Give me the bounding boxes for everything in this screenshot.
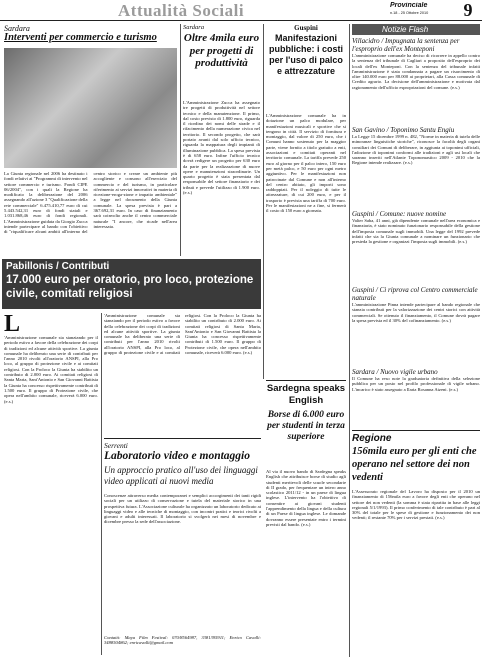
article-body: 'Amministrazione comunale sta stanziando per il periodo estivo a favore della celebrazione dei corpi di tradizioni ed alcune attività sportive. La giunta comunale ha deliberato una serie di contributi per l'anno 2010 rivolti all'oratorio ANSPI, alla Pro loco, al gruppo di protezione civile e ai comitati religiosi. Con la Proloco la Giunta ha stabilito un contributo di 2.000 euro. Ai comitati religiosi di Santa Maria, Sant'Antonio e San Giovanni Battista la Giunta ha concesso rispettivamente contributi di 1.500 euro. Il gruppo di Protezione civile, che opera nell'ambito comunale, riceverà 6.000 euro. (e.s.) (4, 335, 98, 404)
flash-item-body: La Legge 15 dicembre 1999 n. 482, "Norme in materia di tutela delle minoranze linguistiche storiche", riconosce la facoltà degli organi consiliari dei Comuni di deliberare, in aggiunta ai toponimi ufficiali, l'adozione di toponimi conformi alle tradizioni e agli usi locali che saranno inseriti nell'Atlante Toponomastico 2009 - 2010 che la Regione intende realizzare. (e.s.) (352, 134, 480, 166)
flash-item (352, 286, 480, 364)
guspini-article (266, 24, 346, 356)
article-body: L'Amministrazione Zucca ha assegnato tre progetti di produttività nel settore tecnico e della manutenzione. Il primo, dal costo previsto di 1.800 euro, riguarda il riordino dei nomi delle strade e il rifacimento della numerazione civica nel territorio. Il secondo progetto, che sarà portato avanti dal solo ufficio tecnico, riguarda la mappatura degli impianti di illuminazione pubblica. La spesa prevista è di 658 euro. Infine l'ufficio tecnico dovrà redigere un progetto per 630 euro da parte per la realizzazione di nuove opere e manutenzioni straordinarie. Un quarto progetto è stata presentata dal responsabile del settore finanziario e dei tributi e prevede l'utilizzo di 1.900 euro. (e.s.) (183, 100, 260, 196)
banner-kicker: Pabillonis / Contributi (6, 261, 110, 272)
article-kicker: Sardara (4, 24, 30, 33)
article-body: L'Assessorato regionale del Lavoro ha disposto per il 2010 un finanziamento di 156mila euro a favore degli enti che operano nel settore dei non vedenti (la somma è stata ripartita in base alle leggi regionali 5/1/1993). Il primo conferimento di tale contributo è pari al 30% del totale per le spese di gestione e funzionamento dei non vedenti; il restante 70% per i servizi prestati. (e.s.) (352, 489, 480, 521)
serrenti-intro-body: 'Amministrazione comunale sta stanziando per il periodo estivo a favore della celebrazione dei corpi di tradizioni ed alcune attività sportive. La giunta comunale ha deliberato una serie di contributi per l'anno 2010 rivolti all'oratorio ANSPI, alla Pro loco, al gruppo di protezione civile e ai comitati religiosi. Con la Proloco la Giunta ha stabilito un contributo di 2.000 euro. Ai comitati religiosi di Santa Maria, Sant'Antonio e San Giovanni Battista la Giunta ha concesso rispettivamente contributi di 1.500 euro. Il gruppo di Protezione civile, che opera nell'ambito comunale, riceverà 6.000 euro. (e.s.) (104, 313, 261, 356)
masthead (0, 0, 482, 20)
sardegna-article (266, 383, 346, 655)
flash-item-body: L'amministrazione Pinna intende partecipare al bando regionale che stanzia contributi per la valorizzazione dei centri storici con attività commerciali. Se ottenuto il finanziamento, il Comune dovrà pagare la spesa prevista ed il 30% del cofinanziamento. (e.s.) (352, 302, 480, 323)
flash-item-title: Villacidro / Impugnata la sentenza per l'esproprio dell'ex Monteponi (352, 37, 460, 53)
flash-item (352, 210, 480, 282)
article-headline: Interventi per commercio e turismo (4, 32, 157, 43)
sardara-article (4, 24, 177, 256)
article-photo (4, 48, 177, 168)
flash-item (352, 37, 480, 123)
banner-headline: 17.000 euro per oratorio, pro loco, protezione civile, comitati religiosi (6, 274, 254, 300)
flash-item-body: Valter Saba, 41 anni, già dipendente comunale nell'area economica e finanziaria, è stato nominato funzionario responsabile della gestione dell'imposta comunale sugli immobili. Una legge del 1992 prevede infatti che sia la Giunta comunale a nominare un funzionario che presieda la gestione e organizzi l'imposta sugli immobili. (e.s.) (352, 218, 480, 245)
page-number: 9 (463, 0, 473, 20)
flash-item-title: Guspini / Ci riprova col Centro commerciale naturale (352, 286, 478, 302)
article-contacts: Contatti: Maya Film Festival: 070/8564987, 3381395911; Enrico Cavalli: 3488504862; enricavalli@gmail.com (104, 635, 261, 646)
article-subhead: Un approccio pratico all'uso dei linguaggi video applicati ai nuovi media (104, 465, 258, 486)
drop-cap: L (4, 313, 20, 335)
flash-item-body: Il Comune ha reso note la graduatoria definitiva della selezione pubblica per un posto nel profilo professionale di vigile urbano. L'incarico è stato assegnato a Ilaria Rosanna Atzeni. (e.s.) (352, 376, 480, 392)
flash-item-body: L'amministrazione comunale ha deciso di ricorrere in appello contro la sentenza del tribunale di Cagliari a proposito dell'esproprio dei locali dell'ex Monteponi. Con la sentenza del tribunale infatti l'amministrazione è stata condannata a pagare un risarcimento di oltre 140.000 euro per 88.000 ai proprietari, alla Cassa comunale di Credito agrario. La decisione dell'amministrazione e motivata dal ragionamento dell'ufficio espropriazioni del comune. (e.s.) (352, 53, 480, 90)
article-kicker: Sardegna speaks English (266, 383, 346, 406)
pabillonis-article (4, 313, 98, 655)
article-headline: Manifestazioni pubbliche: i costi per l'uso di palco e attrezzature (268, 33, 343, 76)
notizie-flash (352, 24, 480, 428)
section-banner: Notizie Flash (352, 24, 480, 35)
flash-item (352, 368, 480, 428)
article-body: Al via il nuovo bando di Sardegna speaks English che attribuisce borse di studio agli studenti meritevoli delle scuole secondarie di II grado, per frequentare un intero anno scolastico 2011/12 - in un paese di lingua inglese. L'intervento ha l'obiettivo di consentire ai giovani studenti l'apprendimento della lingua e della cultura di un Paese di lingua inglese. Le domande dovranno essere presentate entro i termini previsti dal bando. (e.s.) (266, 469, 346, 527)
article-kicker: Serrenti (104, 441, 128, 450)
article-headline: Borse di 6.000 euro per studenti in terza superiore (267, 410, 345, 442)
article-headline: Oltre 4mila euro per progetti di produttività (183, 32, 260, 69)
flash-item (352, 126, 480, 206)
sardara-productivity-article (183, 24, 260, 256)
pabillonis-banner (2, 259, 261, 309)
article-kicker: Regione (352, 433, 392, 444)
article-body: L'Amministrazione comunale ha in dotazione un palco modulare, per manifestazioni musicali e sportive che si tengono in città. Il servizio di fornitura e montaggio, dal valore di 250 euro, che i Comuni hanno sostenuto per la maggior parte, viene fornito a titolo gratuito a enti, associazioni e comitati operanti nel territorio comunale. La tariffa prevede 250 euro al giorno per il palco intero, 150 euro per metà palco, e 50 euro per ogni metro aggiuntivo. Per le manifestazioni non patrocinate dal Comune e non all'interno del centro abitato, gli importi sono raddoppiati. Per il noleggio di tutte le attrezzature, di cui 200 euro, e per il trasporto è prevista una tariffa di 700 euro. Per le manifestazioni ne a fine, si fermerà il costo di 150 euro a giornata. (266, 113, 346, 214)
article-body: Conoscenze attraverso media contemporanei e semplici accorgimenti dei tanti rigidi sociali per un utilizzo di conservazione e tutela del materiale storico in una prospettiva futura. L'Associazione culturale ha organizzato un laboratorio dedicato ai linguaggi video e alle tecniche di montaggio, con incontri pratici e teorici rivolti a giovani e adulti interessati. Il laboratorio si svolgerà nei mesi di novembre e dicembre presso la sede dell'associazione. (104, 493, 261, 525)
serrenti-article (104, 313, 261, 655)
article-body: La Giunta regionale nel 2006 ha destinato i fondi relativi ai "Programmi di intervento nel settore commercio e turismo. Fondi CIPE 06/2004", con i quali la Regione ha modificato la deliberazione del 2006 assegnando all'azione 3 "Qualificazione della rete commerciale" 6.475.410,77 euro di cui 5.443.542,31 euro di fondi statali e 1.031.868,46 euro di fondi regionali. L'Amministrazione guidata da Giorgio Zucca intende partecipare al bando con l'obiettivo di "riqualificare alcuni ambiti all'interno del centro storico e creare un ambiente più accogliente e consono all'esercizio del commercio e del turismo, in particolare riferimento ai servizi innovativi in materia di ricezione-eroga-zione e impatto ambientale" a legge nel documento della Giunta comunale. La spesa prevista è pari a 367.692,31 euro. In caso di finanziamento sarà coinvolto anche il centro commerciale naturale "I ancore, che ricade nell'area interessata. (4, 171, 177, 235)
article-kicker: Sardara (183, 24, 205, 31)
flash-item-title: San Gavino / Toponimo Santu Engiu (352, 126, 455, 134)
flash-item-title: Sardara / Nuovo vigile urbano (352, 368, 438, 376)
article-headline: Laboratorio video e montaggio (104, 450, 250, 462)
regione-article (352, 433, 480, 655)
article-kicker: Guspini (294, 24, 318, 32)
issue-date: n.18 - 25 Ottobre 2010 (390, 11, 429, 15)
brand-logo: Provinciale (390, 2, 428, 9)
article-headline: 156mila euro per gli enti che operano nel settore dei non vedenti (352, 446, 477, 483)
section-title: Attualità Sociali (118, 1, 245, 19)
flash-item-title: Guspini / Comune: nuove nomine (352, 210, 447, 218)
